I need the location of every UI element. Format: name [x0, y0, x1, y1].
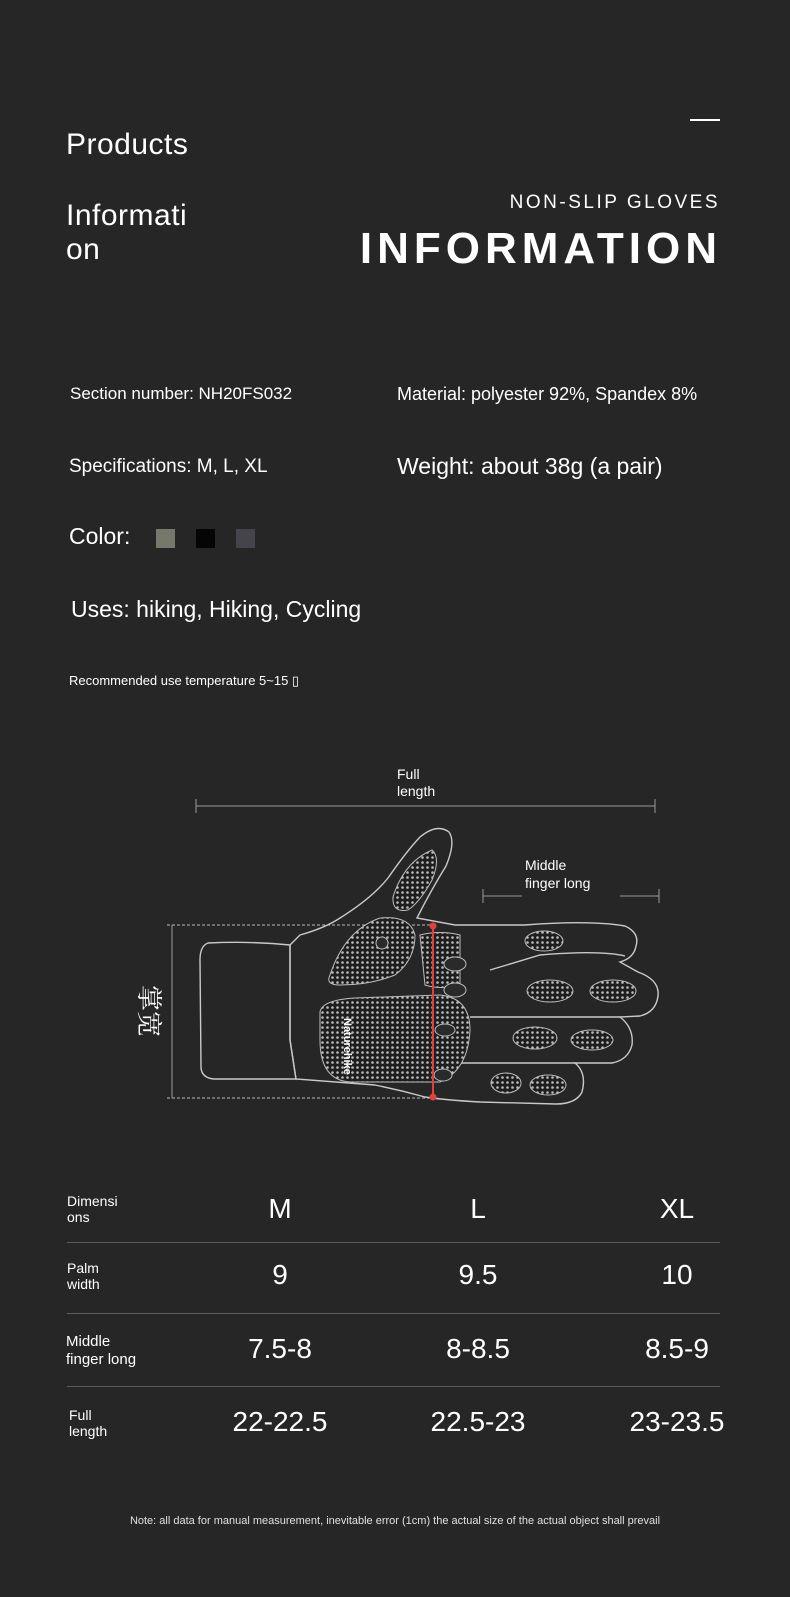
thumb-hole — [376, 937, 388, 949]
palm-width-row-label-line2: width — [67, 1276, 100, 1292]
table-header-label-line1: Dimensi — [67, 1193, 118, 1209]
palm-measure-dot-top — [430, 923, 437, 930]
size-header-xl: XL — [659, 1193, 695, 1224]
middle-finger-label-2: finger long — [525, 875, 591, 891]
color-swatch-black — [196, 529, 215, 548]
specifications: Specifications: M, L, XL — [69, 456, 268, 477]
finger-seam-1 — [490, 953, 625, 970]
middle-finger-row-label-line2: finger long — [66, 1351, 137, 1368]
knuckle-hole-3 — [435, 1024, 455, 1036]
palm-width-row-label-line1: Palm — [67, 1260, 99, 1276]
palm-width-label: 掌宽 — [134, 985, 164, 1038]
thumb-grip-pad — [393, 850, 437, 910]
middle-finger-xl: 8.5-9 — [645, 1333, 709, 1364]
products-title: Products — [66, 128, 189, 161]
ring-pad-2 — [571, 1030, 613, 1050]
middle-pad-1 — [527, 980, 573, 1002]
full-length-l: 22.5-23 — [430, 1406, 526, 1437]
glove-diagram — [0, 750, 790, 1120]
ring-pad-1 — [513, 1027, 557, 1049]
palm-width-xl: 10 — [661, 1259, 693, 1290]
middle-finger-l: 8-8.5 — [446, 1333, 510, 1364]
color-swatch-gray — [236, 529, 255, 548]
middle-finger-row-label-line1: Middle — [66, 1333, 111, 1350]
information-heading: INFORMATION — [359, 224, 722, 273]
full-length-xl: 23-23.5 — [629, 1406, 725, 1437]
decorative-dash — [690, 119, 720, 121]
section-number: Section number: NH20FS032 — [70, 384, 293, 403]
information-title-part1: Informati — [66, 199, 188, 232]
weight: Weight: about 38g (a pair) — [397, 453, 663, 479]
recommended-temperature: Recommended use temperature 5~15 ▯ — [69, 673, 300, 688]
palm-width-m: 9 — [272, 1259, 288, 1290]
knuckle-hole-2 — [444, 983, 466, 997]
brand-logo-text: Naturehike — [341, 1018, 353, 1075]
middle-finger-label-1: Middle — [525, 857, 567, 873]
middle-finger-row-label — [66, 1333, 136, 1369]
full-length-label-1: Full — [397, 766, 420, 782]
palm-width-l: 9.5 — [458, 1259, 498, 1290]
cuff-outline — [200, 942, 296, 1079]
full-length-row-label-line1: Full — [69, 1407, 92, 1423]
material: Material: polyester 92%, Spandex 8% — [397, 384, 698, 404]
uses: Uses: hiking, Hiking, Cycling — [71, 596, 362, 622]
size-header-m: M — [268, 1193, 292, 1224]
information-title-part2: on — [66, 233, 101, 266]
middle-pad-2 — [590, 980, 636, 1002]
pinky-pad-1 — [491, 1073, 521, 1093]
color-label: Color: — [69, 523, 131, 549]
index-tip-pad — [525, 931, 563, 951]
color-swatch-olive — [156, 529, 175, 548]
palm-measure-dot-bottom — [430, 1094, 437, 1101]
middle-finger-m: 7.5-8 — [248, 1333, 312, 1364]
full-length-row-label-line2: length — [69, 1423, 108, 1439]
knuckle-hole-1 — [444, 957, 466, 971]
table-header-label-line2: ons — [67, 1209, 90, 1225]
size-header-l: L — [470, 1193, 486, 1224]
measurement-note: Note: all data for manual measurement, inevitable error (1cm) the actual size of the actual object shall prevail — [129, 1515, 661, 1527]
table-divider — [67, 1242, 720, 1243]
pinky-pad-2 — [530, 1075, 566, 1095]
knuckle-hole-4 — [434, 1069, 452, 1081]
table-divider — [67, 1386, 720, 1387]
full-length-label-2: length — [397, 783, 436, 799]
table-header-label — [67, 1193, 118, 1225]
palm-width-row-label — [67, 1260, 100, 1292]
full-length-row-label — [69, 1407, 107, 1439]
product-subtitle: NON-SLIP GLOVES — [509, 192, 720, 213]
table-divider — [67, 1313, 720, 1314]
full-length-m: 22-22.5 — [232, 1406, 328, 1437]
thumb-base-grip-pad — [329, 918, 415, 985]
